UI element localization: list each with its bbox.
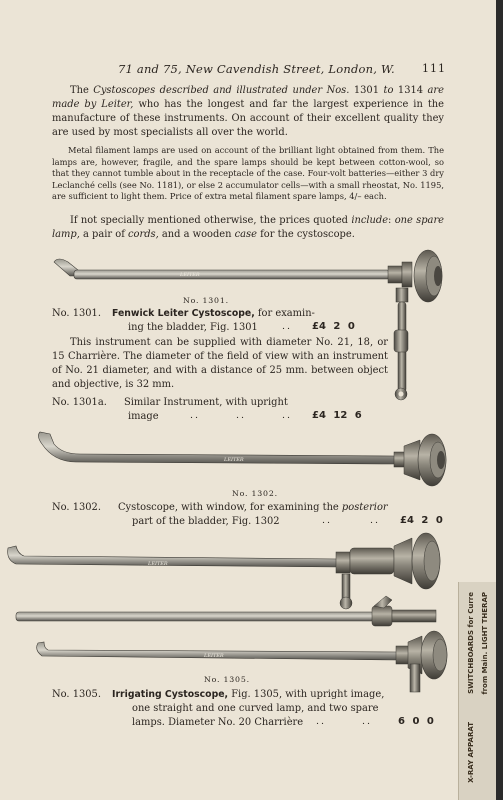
item-desc-1301: ing the bladder, Fig. 1301 [128,322,258,333]
leader-dots: .. [362,716,373,727]
engraving-1305b: LEITER [204,653,224,659]
price-1302: £4 2 0 [400,515,443,526]
index-tab-line-2: from Main. LIGHT THERAP [481,592,489,695]
item-desc-1305-c: lamps. Diameter No. 20 Charrière [132,717,304,728]
leader-dots: .. [236,410,247,421]
item-desc-1305-b: one straight and one curved lamp, and two spare [132,703,379,714]
item-number-1305: No. 1305. [52,689,101,700]
item-entry-1305: Irrigating Cystoscope, Fig. 1305, with upright image, [112,689,385,700]
leader-dots: .. [370,515,381,526]
engraving-1301: LEITER [180,272,200,278]
item-note-1301: This instrument can be supplied with diameter No. 21, 18, or 15 Charrière. The diameter of the field of view with an instrument of No. 21 diameter, and with a distance of 25 mm. between object and objective, is 32 mm. [52,337,388,390]
item-desc-1301a-b: image [128,411,159,422]
figure-caption-1305: No. 1305. [204,675,250,684]
engraving-1302: LEITER [224,457,244,463]
figure-caption-1301: No. 1301. [183,296,229,305]
item-number-1301a: No. 1301a. [52,397,107,408]
price-1305: 6 0 0 [398,716,434,727]
header-address: 71 and 75, New Cavendish Street, London, W. [118,62,395,76]
intro-paragraph-lamps: Metal filament lamps are used on account of the brilliant light obtained from them. The lamps are, however, fragile, and the spare lamps should be kept between cotton-wool, so that they cannot tumble about in the receptacle of the case. Four-volt batteries—either 3 dry Leclanché cells (see No. 1181), or else 2 accumulator cells—with a small rheostat, No. 1195, are sufficient to light them. Price of extra metal filament spare lamps, 4/– each. [52,145,444,201]
item-desc-1302: Cystoscope, with window, for examining the posterior [118,502,388,513]
leader-dots: .. [282,410,293,421]
item-number-1302: No. 1302. [52,502,101,513]
index-tab-line-1: SWITCHBOARDS for Curre [467,592,475,694]
intro-paragraph-prices: If not specially mentioned otherwise, the prices quoted include: one spare lamp, a pair of cords, and a wooden case for the cystoscope. [52,215,445,240]
leader-dots: .. [316,716,327,727]
cystoscope-1305-illustration [8,533,447,692]
item-desc-1301a: Similar Instrument, with upright [124,397,288,408]
figure-caption-1302: No. 1302. [232,489,278,498]
item-desc-1302-b: part of the bladder, Fig. 1302 [132,516,280,527]
page-edge [496,0,503,800]
leader-dots: .. [322,515,333,526]
engraving-1305a: LEITER [148,561,168,567]
price-1301: £4 2 0 [312,321,355,332]
page-number: 111 [422,62,446,75]
leader-dots: .. [190,410,201,421]
index-tab-line-3: X-RAY APPARAT [467,722,475,783]
item-entry-1301: Fenwick Leiter Cystoscope, for examin- [112,308,315,319]
price-1301a: £4 12 6 [312,410,362,421]
intro-paragraph-1: The Cystoscopes described and illustrated under Nos. 1301 to 1314 are made by Leiter, who has the longest and far the largest experience in the manufacture of these instruments. On account of their excellent quality they are used by most specialists all over the world. [52,85,444,138]
leader-dots: .. [282,321,293,332]
item-number-1301: No. 1301. [52,308,101,319]
